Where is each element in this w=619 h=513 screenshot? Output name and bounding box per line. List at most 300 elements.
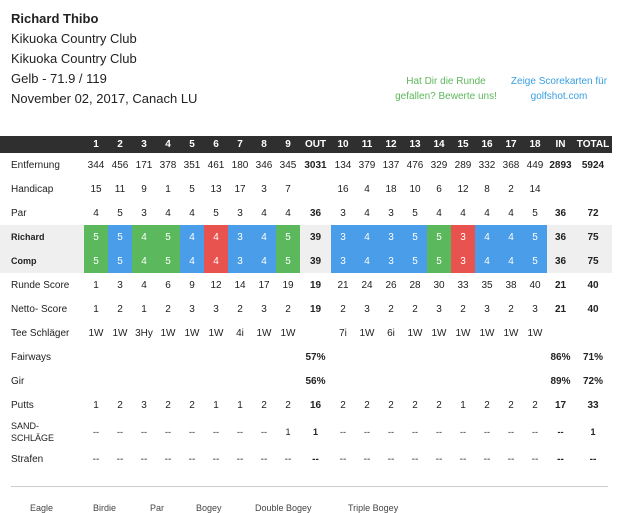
score-cell: -- <box>532 427 538 437</box>
legend-item: Triple Bogey <box>348 503 399 513</box>
score-cell: 4 <box>141 279 147 291</box>
score-cell: 3 <box>331 249 355 273</box>
row-label-line: SAND- <box>11 421 40 431</box>
score-cell: 3 <box>388 207 394 219</box>
score-cell <box>331 345 355 369</box>
score-cell: 2 <box>285 303 291 315</box>
score-cell: 5 <box>156 225 180 249</box>
legend-item: Double Bogey <box>255 503 312 513</box>
score-cell: 134 <box>334 159 352 171</box>
score-cell: 3 <box>484 303 490 315</box>
score-cell: 379 <box>358 159 376 171</box>
score-cell: 7i <box>339 327 347 339</box>
score-cell: 1W <box>359 327 375 339</box>
score-cell: 14 <box>234 279 246 291</box>
score-cell <box>427 345 451 369</box>
score-cell: 3 <box>213 303 219 315</box>
row-label: Entfernung <box>11 159 60 171</box>
score-cell <box>84 369 108 393</box>
total-cell: 21 <box>554 279 567 291</box>
score-cell: 28 <box>409 279 421 291</box>
score-cell <box>84 345 108 369</box>
header-cell-7: 7 <box>228 136 252 153</box>
score-cell: 1W <box>112 327 128 339</box>
header-cell-8: 8 <box>252 136 276 153</box>
link-text-line[interactable]: Zeige Scorekarten für <box>510 76 608 87</box>
score-cell: 3 <box>364 303 370 315</box>
score-cell: 26 <box>385 279 397 291</box>
score-cell: 1W <box>407 327 423 339</box>
score-cell <box>180 369 204 393</box>
scorecard-row-fairways <box>0 345 612 369</box>
scorecard-row-runde-score <box>0 273 612 297</box>
header-cell-in: IN <box>547 136 574 153</box>
score-cell <box>355 345 379 369</box>
score-cell: 4 <box>132 249 156 273</box>
header-cell-9: 9 <box>276 136 300 153</box>
score-cell <box>132 345 156 369</box>
legend-item: Eagle <box>30 503 54 513</box>
score-cell: 2 <box>532 399 538 411</box>
total-cell: 75 <box>574 249 612 273</box>
score-cell: 2 <box>165 303 171 315</box>
row-label: Fairways <box>11 351 52 363</box>
score-cell: 15 <box>90 183 102 195</box>
score-cell: -- <box>508 427 514 437</box>
score-cell: 4 <box>475 249 499 273</box>
score-cell: -- <box>412 427 418 437</box>
score-cell: 378 <box>159 159 177 171</box>
total-cell: 71% <box>582 351 603 363</box>
scorecard-header-row <box>0 136 612 153</box>
score-cell: 2 <box>508 183 514 195</box>
score-cell: 14 <box>529 183 541 195</box>
score-cell <box>379 345 403 369</box>
score-cell: 4 <box>499 249 523 273</box>
total-cell: -- <box>557 453 564 465</box>
score-cell <box>276 369 300 393</box>
score-cell: 5 <box>276 249 300 273</box>
rate-round-link[interactable] <box>386 74 506 104</box>
score-cell: 1W <box>479 327 495 339</box>
score-cell <box>451 345 475 369</box>
total-cell: 5924 <box>581 159 605 171</box>
total-cell: 1 <box>312 427 318 437</box>
scorecard-table <box>0 136 612 471</box>
score-cell: 2 <box>117 303 123 315</box>
score-cell: 9 <box>141 183 147 195</box>
score-cell: 1W <box>256 327 272 339</box>
score-cell: 1 <box>141 303 147 315</box>
score-cell: -- <box>236 453 244 465</box>
total-cell: 86% <box>550 351 571 363</box>
score-cell: 476 <box>406 159 424 171</box>
score-cell: 7 <box>285 183 291 195</box>
scorecard-row-comp <box>0 249 612 273</box>
total-cell: 17 <box>554 399 567 411</box>
header-cell-2: 2 <box>108 136 132 153</box>
course-name: Kikuoka Country Club <box>11 51 137 66</box>
link-text-line[interactable]: gefallen? Bewerte uns! <box>395 91 497 102</box>
score-cell: 3 <box>141 207 147 219</box>
score-cell: -- <box>92 453 100 465</box>
score-cell: 1 <box>213 399 219 411</box>
total-cell: 36 <box>309 207 322 219</box>
total-cell: 19 <box>309 279 322 291</box>
score-cell: 5 <box>403 225 427 249</box>
score-cell: 3 <box>228 225 252 249</box>
score-cell: 3 <box>451 249 475 273</box>
club-name: Kikuoka Country Club <box>11 31 137 46</box>
row-label: Comp <box>0 249 84 273</box>
scorecard-row-tee-schläger <box>0 321 612 345</box>
scorecard-row-netto-score <box>0 297 612 321</box>
score-cell: 5 <box>117 207 123 219</box>
row-label: Gir <box>11 375 25 387</box>
score-cell: 3 <box>237 207 243 219</box>
score-cell: 4 <box>460 207 466 219</box>
total-cell: 56% <box>305 375 326 387</box>
score-cell: 1 <box>285 427 291 437</box>
score-cell: 4 <box>165 207 171 219</box>
score-cell: 461 <box>207 159 225 171</box>
score-cell: 1 <box>165 183 171 195</box>
score-cell <box>132 369 156 393</box>
link-text-line[interactable]: golfshot.com <box>530 91 588 102</box>
score-cell: 30 <box>433 279 445 291</box>
score-cell: 5 <box>427 225 451 249</box>
row-label: Netto- Score <box>11 303 68 315</box>
score-cell: -- <box>140 453 148 465</box>
score-cell: 344 <box>87 159 105 171</box>
score-cell: -- <box>339 453 347 465</box>
score-cell: 6 <box>436 183 442 195</box>
score-cell: 1W <box>88 327 104 339</box>
score-cell <box>276 345 300 369</box>
score-cell: 2 <box>436 399 442 411</box>
score-cell: -- <box>284 453 292 465</box>
score-cell: 1W <box>527 327 543 339</box>
score-cell: 2 <box>412 399 418 411</box>
score-cell: 2 <box>364 399 370 411</box>
total-cell: 75 <box>574 225 612 249</box>
score-cell: 3 <box>340 207 346 219</box>
score-cell: 5 <box>108 249 132 273</box>
score-cell: 6i <box>387 327 395 339</box>
header-label-cell <box>0 136 84 153</box>
score-cell: 1W <box>503 327 519 339</box>
legend-item: Bogey <box>196 503 222 513</box>
tee-rating: Gelb - 71.9 / 119 <box>11 71 107 86</box>
score-cell: 4 <box>204 225 228 249</box>
score-cell: -- <box>411 453 419 465</box>
row-label <box>0 417 84 447</box>
row-label: Richard <box>0 225 84 249</box>
score-cell: 329 <box>430 159 448 171</box>
score-cell: 40 <box>529 279 541 291</box>
total-cell: 16 <box>309 399 322 411</box>
header-cell-5: 5 <box>180 136 204 153</box>
total-cell: 39 <box>300 225 331 249</box>
score-cell: 3 <box>261 183 267 195</box>
header-cell-15: 15 <box>451 136 475 153</box>
score-cell: -- <box>459 453 467 465</box>
header-cell-12: 12 <box>379 136 403 153</box>
header-cell-13: 13 <box>403 136 427 153</box>
score-cell <box>180 345 204 369</box>
score-cell: 2 <box>261 399 267 411</box>
score-cell: 4 <box>364 207 370 219</box>
score-cell: 3 <box>379 225 403 249</box>
score-cell: 6 <box>165 279 171 291</box>
score-cell: 5 <box>189 183 195 195</box>
score-cell: 2 <box>340 399 346 411</box>
score-cell: 35 <box>481 279 493 291</box>
score-cell: 3 <box>379 249 403 273</box>
scorecard-row-par <box>0 201 612 225</box>
score-cell <box>355 369 379 393</box>
score-cell: 180 <box>231 159 249 171</box>
score-cell: 5 <box>213 207 219 219</box>
player-name: Richard Thibo <box>11 11 99 26</box>
score-cell <box>475 369 499 393</box>
score-cell: 5 <box>523 249 547 273</box>
score-cell <box>156 345 180 369</box>
score-cell: 5 <box>412 207 418 219</box>
score-cell: 4 <box>132 225 156 249</box>
score-cell: 289 <box>454 159 472 171</box>
score-cell <box>475 345 499 369</box>
score-cell: 1 <box>93 303 99 315</box>
score-cell: -- <box>164 453 172 465</box>
row-label-line: SCHLÄGE <box>11 433 55 443</box>
scorecard-row-gir <box>0 369 612 393</box>
score-cell: 2 <box>460 303 466 315</box>
score-cell: 3 <box>331 225 355 249</box>
score-cell: -- <box>436 427 442 437</box>
score-cell: 4 <box>475 225 499 249</box>
header-cell-total: TOTAL <box>574 136 612 153</box>
score-cell <box>451 369 475 393</box>
scorecard-row-entfernung <box>0 153 612 177</box>
score-cell: 4 <box>355 249 379 273</box>
score-cell: 1 <box>460 399 466 411</box>
total-cell: 1 <box>590 427 596 437</box>
divider <box>11 486 608 487</box>
score-cell: 5 <box>84 225 108 249</box>
score-cell: -- <box>116 453 124 465</box>
score-cell: 4 <box>499 225 523 249</box>
score-cell: 5 <box>403 249 427 273</box>
score-cell: -- <box>531 453 539 465</box>
score-cell: 5 <box>276 225 300 249</box>
score-cell: 12 <box>457 183 469 195</box>
total-cell: 21 <box>554 303 567 315</box>
score-cell <box>379 369 403 393</box>
total-cell: 36 <box>547 225 574 249</box>
score-cell: 9 <box>189 279 195 291</box>
score-cell: 2 <box>388 303 394 315</box>
total-cell: 36 <box>547 249 574 273</box>
score-cell: 4 <box>189 207 195 219</box>
score-cell: -- <box>507 453 515 465</box>
score-cell: 4 <box>484 207 490 219</box>
scorecard-row-putts <box>0 393 612 417</box>
score-cell: 3 <box>532 303 538 315</box>
score-cell: 1W <box>431 327 447 339</box>
score-cell: 171 <box>135 159 153 171</box>
score-cell <box>156 369 180 393</box>
total-cell: 36 <box>554 207 567 219</box>
score-cell: 4 <box>508 207 514 219</box>
score-cell: 2 <box>388 399 394 411</box>
link-text-line[interactable]: Hat Dir die Runde <box>406 76 486 87</box>
score-cell: 3 <box>189 303 195 315</box>
score-cell: 2 <box>484 399 490 411</box>
row-label: Tee Schläger <box>11 327 70 339</box>
total-cell <box>547 321 574 345</box>
score-cell: -- <box>460 427 466 437</box>
total-cell: -- <box>557 427 564 437</box>
score-cell: -- <box>435 453 443 465</box>
score-cell: 1 <box>93 279 99 291</box>
row-label: Putts <box>11 399 34 411</box>
score-cell: -- <box>213 427 219 437</box>
score-cell: 3 <box>261 303 267 315</box>
score-cell: -- <box>212 453 220 465</box>
score-cell <box>228 369 252 393</box>
score-cell: 2 <box>189 399 195 411</box>
score-cell: 2 <box>412 303 418 315</box>
score-cell: 5 <box>108 225 132 249</box>
score-cell: 1W <box>280 327 296 339</box>
score-cell: 449 <box>526 159 544 171</box>
score-cell: 4 <box>252 225 276 249</box>
total-cell: 2893 <box>549 159 572 171</box>
round-date-location: November 02, 2017, Canach LU <box>11 91 198 106</box>
score-cell: 1W <box>160 327 176 339</box>
score-cell: 4 <box>93 207 99 219</box>
score-cell: 332 <box>478 159 496 171</box>
header-cell-out: OUT <box>300 136 331 153</box>
score-cell: 368 <box>502 159 520 171</box>
score-cell: 10 <box>409 183 421 195</box>
scorecard-row-sand-schläge <box>0 417 612 447</box>
header-cell-6: 6 <box>204 136 228 153</box>
score-cell: 4 <box>252 249 276 273</box>
show-scorecards-link[interactable] <box>506 74 612 104</box>
score-cell: -- <box>388 427 394 437</box>
total-cell: -- <box>589 453 597 465</box>
total-cell <box>547 177 574 201</box>
score-cell: 4 <box>180 225 204 249</box>
score-cell: 4 <box>355 225 379 249</box>
score-cell: -- <box>483 453 491 465</box>
score-cell: 1W <box>208 327 224 339</box>
score-cell: 2 <box>285 399 291 411</box>
score-cell: 8 <box>484 183 490 195</box>
total-cell: 3031 <box>304 159 327 171</box>
total-cell: 33 <box>587 399 599 411</box>
score-cell: -- <box>165 427 171 437</box>
total-cell: 39 <box>300 249 331 273</box>
score-cell: 5 <box>523 225 547 249</box>
score-cell <box>499 345 523 369</box>
score-cell: 38 <box>505 279 517 291</box>
score-cell: 137 <box>382 159 400 171</box>
score-cell: 3 <box>436 303 442 315</box>
score-cell: 1W <box>184 327 200 339</box>
round-header <box>11 9 197 109</box>
score-cell: 4 <box>364 183 370 195</box>
score-cell: -- <box>484 427 490 437</box>
header-cell-10: 10 <box>331 136 355 153</box>
score-cell <box>499 369 523 393</box>
score-cell: 4i <box>236 327 244 339</box>
score-cell: 3 <box>117 279 123 291</box>
score-cell: 17 <box>258 279 270 291</box>
score-cell <box>523 369 547 393</box>
score-cell <box>252 345 276 369</box>
score-cell <box>427 369 451 393</box>
score-cell: 5 <box>156 249 180 273</box>
score-cell: 12 <box>210 279 222 291</box>
score-cell <box>523 345 547 369</box>
score-cell: 1 <box>237 399 243 411</box>
total-cell: 72% <box>582 375 603 387</box>
score-cell <box>252 369 276 393</box>
score-cell: 17 <box>234 183 246 195</box>
score-cell: 346 <box>255 159 273 171</box>
total-cell: -- <box>312 453 319 465</box>
score-cell: 4 <box>261 207 267 219</box>
scorecard-row-strafen <box>0 447 612 471</box>
score-cell: 456 <box>111 159 129 171</box>
score-cell: -- <box>261 427 267 437</box>
score-cell: 4 <box>285 207 291 219</box>
header-cell-18: 18 <box>523 136 547 153</box>
score-cell: 5 <box>427 249 451 273</box>
score-cell: 4 <box>204 249 228 273</box>
score-cell: -- <box>340 427 346 437</box>
score-cell: -- <box>260 453 268 465</box>
row-label: Par <box>11 207 27 219</box>
header-cell-14: 14 <box>427 136 451 153</box>
score-cell: 13 <box>210 183 222 195</box>
score-cell <box>228 345 252 369</box>
score-cell: 345 <box>279 159 297 171</box>
score-cell: -- <box>117 427 123 437</box>
score-cell: -- <box>188 453 196 465</box>
total-cell: 40 <box>587 303 599 315</box>
score-cell: 1 <box>93 399 99 411</box>
score-cell: 4 <box>436 207 442 219</box>
score-cell: -- <box>189 427 195 437</box>
row-label: Handicap <box>11 183 54 195</box>
header-cell-16: 16 <box>475 136 499 153</box>
row-label: Runde Score <box>11 279 70 291</box>
score-cell <box>403 369 427 393</box>
score-cell: -- <box>364 427 370 437</box>
score-cell <box>204 345 228 369</box>
total-cell <box>300 321 331 345</box>
scorecard-row-handicap <box>0 177 612 201</box>
total-cell <box>300 177 331 201</box>
score-cell: 3 <box>228 249 252 273</box>
score-cell: 18 <box>385 183 397 195</box>
header-cell-1: 1 <box>84 136 108 153</box>
score-cell: 19 <box>282 279 294 291</box>
